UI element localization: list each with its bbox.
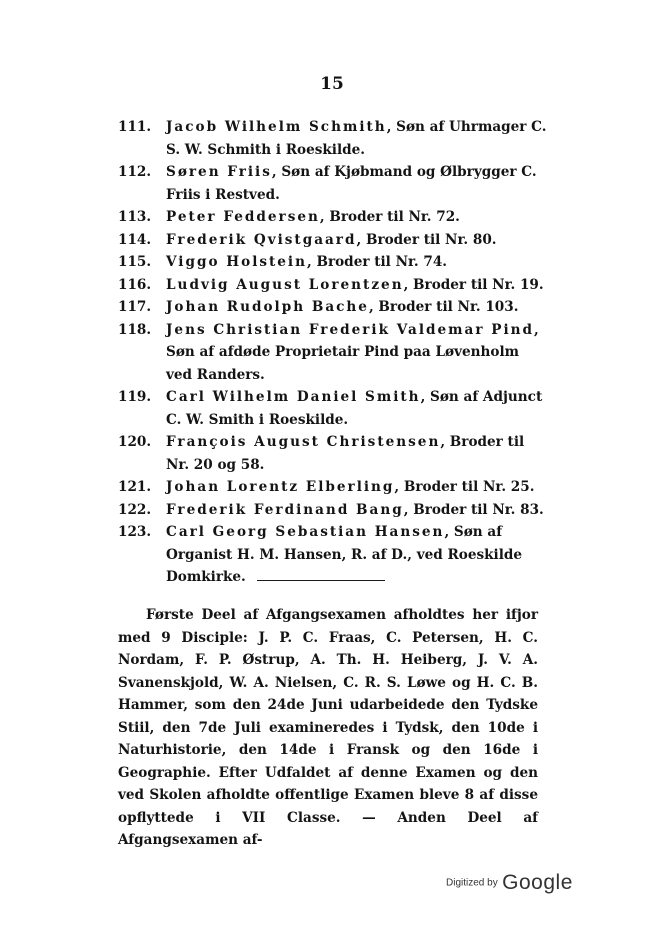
entry-name: Frederik Ferdinand Bang <box>166 501 404 518</box>
list-item <box>118 161 548 206</box>
entry-name: Ludvig August Lorentzen <box>166 276 404 293</box>
digitized-by-label: Digitized by <box>446 877 498 889</box>
list-item <box>118 499 548 522</box>
entry-description: , Broder til Nr. 19. <box>403 276 544 293</box>
entry-number: 121. <box>118 479 152 495</box>
entry-number: 111. <box>118 119 152 135</box>
entry-number: 117. <box>118 299 152 315</box>
entry-description: , Søn af Kjøbmand og Ølbrygger C. Friis i Restved. <box>166 164 537 203</box>
list-item <box>118 521 548 589</box>
entry-number: 123. <box>118 524 152 540</box>
list-item <box>118 116 548 161</box>
entry-name: Johan Lorentz Elberling <box>166 479 395 495</box>
list-item <box>118 386 548 431</box>
entry-description: , Søn af afdøde Proprietair Pind paa Løvenholm ved Randers. <box>166 321 539 383</box>
entry-name: Carl Wilhelm Daniel Smith <box>166 389 421 405</box>
list-item <box>118 319 548 387</box>
section-divider <box>257 580 385 581</box>
entry-number: 116. <box>118 276 152 293</box>
entry-description: , Søn af Organist H. M. Hansen, R. af D., ved Roeskilde Domkirke. <box>166 524 523 585</box>
entry-description: , Broder til Nr. 25. <box>394 479 535 495</box>
entry-name: Viggo Holstein <box>166 254 307 270</box>
list-item <box>118 274 548 297</box>
list-item <box>118 431 548 476</box>
entry-description: , Broder til Nr. 20 og 58. <box>166 434 525 473</box>
entry-number: 119. <box>118 389 152 405</box>
entry-description: , Søn af Adjunct C. W. Smith i Roeskilde. <box>166 389 543 428</box>
entry-number: 118. <box>118 321 152 338</box>
entry-description: , Broder til Nr. 83. <box>403 501 544 518</box>
student-list <box>118 116 548 589</box>
entry-name: Peter Feddersen <box>166 209 320 225</box>
entry-name: Frederik Qvistgaard <box>166 231 357 248</box>
entry-name: Jacob Wilhelm Schmith <box>166 119 387 135</box>
list-item <box>118 296 548 319</box>
page-number: 15 <box>320 74 344 94</box>
digitized-watermark <box>446 871 573 895</box>
entry-number: 113. <box>118 209 152 225</box>
list-item <box>118 206 548 229</box>
google-logo: Google <box>502 871 573 894</box>
entry-name: Jens Christian Frederik Valdemar Pind <box>166 321 535 338</box>
entry-name: Carl Georg Sebastian Hansen <box>166 524 445 540</box>
entry-number: 115. <box>118 254 152 270</box>
list-item <box>118 476 548 499</box>
list-item <box>118 229 548 252</box>
entry-name: Johan Rudolph Bache <box>166 299 369 315</box>
list-item <box>118 251 548 274</box>
entry-number: 114. <box>118 231 152 248</box>
entry-description: , Søn af Uhrmager C. S. W. Schmith i Roeskilde. <box>166 119 547 158</box>
entry-description: , Broder til Nr. 74. <box>307 254 448 270</box>
entry-description: , Broder til Nr. 80. <box>356 231 497 248</box>
entry-description: , Broder til Nr. 103. <box>368 299 519 315</box>
entry-number: 120. <box>118 434 152 450</box>
body-paragraph: Første Deel af Afgangsexamen afholdtes her ifjor med 9 Disciple: J. P. C. Fraas, C. Petersen, H. C. Nordam, F. P. Østrup, A. Th. H. Heiberg, J. V. A. Svanenskjold, W. A. Nielsen, C. R. S. Løwe og H. C. B. Hammer, som den 24de Juni udarbeidede den Tydske Stiil, den 7de Juli examineredes i Tydsk, den 10de i Naturhistorie, den 14de i Fransk og den 16de i Geographie. Efter Udfaldet af denne Examen og den ved Skolen afholdte offentlige Examen bleve 8 af disse opflyttede i VII Classe. — Anden Deel af Afgangsexamen af- <box>118 607 538 848</box>
entry-number: 122. <box>118 501 152 518</box>
entry-name: Søren Friis <box>166 164 272 180</box>
entry-name: François August Christensen <box>166 434 441 450</box>
entry-description: , Broder til Nr. 72. <box>319 209 460 225</box>
entry-number: 112. <box>118 164 152 180</box>
